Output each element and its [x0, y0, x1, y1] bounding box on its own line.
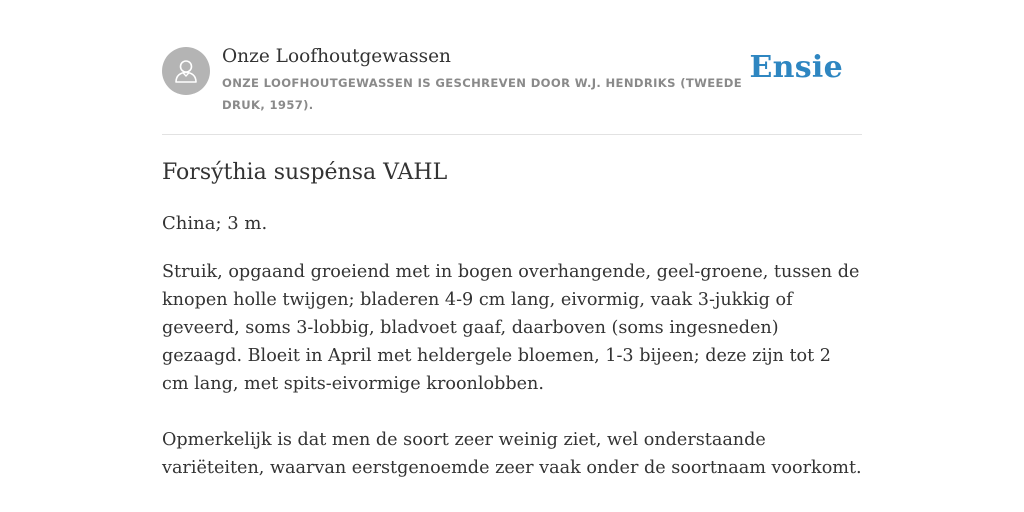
body-paragraph: Opmerkelijk is dat men de soort zeer weinig ziet, wel onderstaande variëteiten, waarvan eerstgenoemde zeer vaak onder de soortnaam voorkomt. [162, 430, 862, 478]
entry-card [162, 0, 862, 478]
source-title[interactable]: Onze Loofhoutgewassen [222, 46, 451, 67]
user-icon [172, 57, 200, 85]
entry-origin: China; 3 m. [162, 213, 268, 234]
source-header [162, 0, 862, 135]
avatar[interactable] [162, 47, 210, 95]
entry-title: Forsýthia suspénsa VAHL [162, 160, 448, 185]
body-paragraph: Struik, opgaand groeiend met in bogen overhangende, geel-groene, tussen de knopen holle twijgen; bladeren 4-9 cm lang, eivormig, vaak 3-jukkig of geveerd, soms 3-lobbig, bladvoet gaaf, daarboven (soms ingesneden) gezaagd. Bloeit in April met heldergele bloemen, 1-3 bijeen; deze zijn tot 2 cm lang, met spits-eivormige kroonlobben. [162, 262, 860, 394]
entry-body [162, 258, 862, 510]
brand-logo[interactable]: Ensie [749, 50, 843, 85]
source-description: ONZE LOOFHOUTGEWASSEN IS GESCHREVEN DOOR W.J. HENDRIKS (TWEEDE DRUK, 1957). [222, 76, 743, 112]
